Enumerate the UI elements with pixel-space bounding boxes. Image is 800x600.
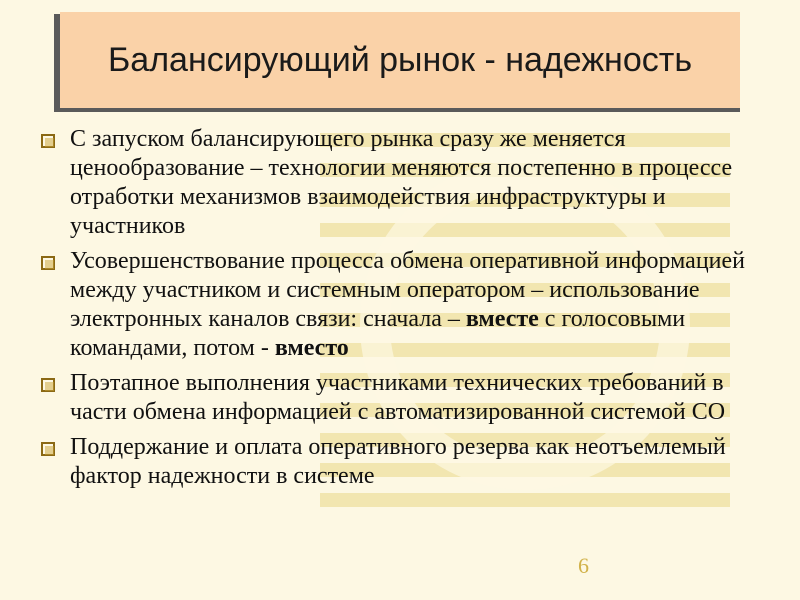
page-number: 6 [578, 553, 589, 578]
bullet-item [40, 369, 760, 427]
square-bullet-icon [40, 133, 70, 149]
bullet-text [70, 247, 760, 363]
square-bullet-icon [40, 377, 70, 393]
bullet-item [40, 433, 760, 491]
slide-title: Балансирующий рынок - надежность [107, 40, 693, 79]
square-bullet-icon [40, 255, 70, 271]
title-box [60, 12, 740, 108]
bold-word: вместе [465, 306, 539, 332]
bullet-text-part: Усовершенствование процесса обмена оперативной информацией между участником и системным оператором – использование электронных каналов связи: сначала – [70, 248, 746, 332]
square-bullet-icon [40, 441, 70, 457]
bullet-item [40, 125, 760, 241]
bullet-text: С запуском балансирующего рынка сразу же меняется ценообразование – технологии меняются постепенно в процессе отработки механизмов взаимодействия инфраструктуры и участников [70, 126, 733, 239]
bullet-text: Поддержание и оплата оперативного резерва как неотъемлемый фактор надежности в системе [70, 434, 726, 489]
bullet-text: Поэтапное выполнения участниками технических требований в части обмена информацией с автоматизированной системой СО [70, 370, 726, 425]
bold-word: вместо [274, 335, 349, 361]
bullet-text-part: с голосовыми командами, потом - [70, 306, 686, 361]
bullet-item [40, 247, 760, 363]
bullet-list [40, 125, 760, 497]
